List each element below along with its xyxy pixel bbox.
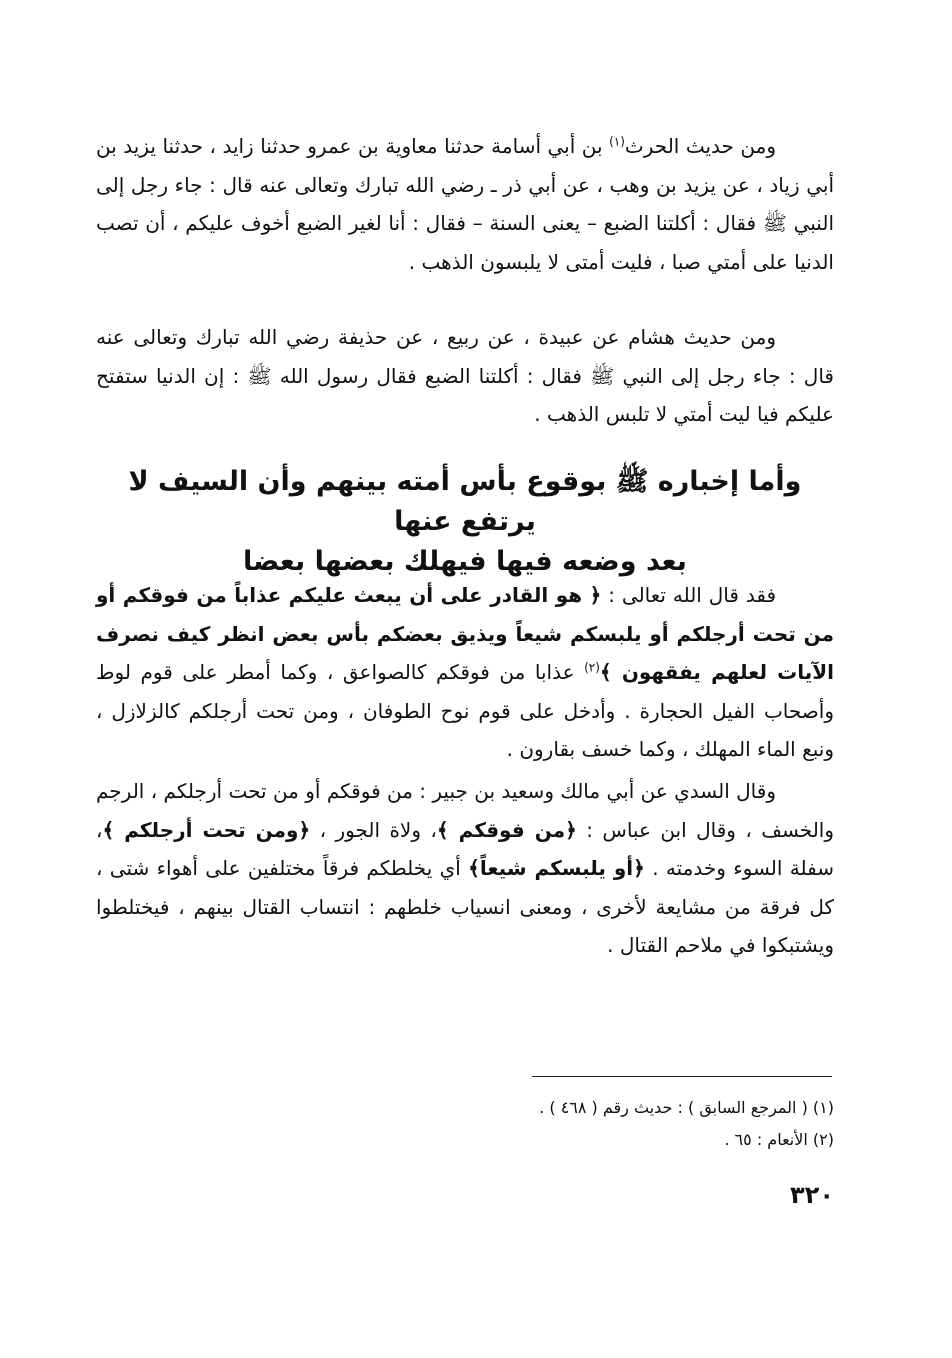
- paragraph-text: [96, 772, 834, 965]
- paragraph-hadith-harith: [96, 127, 834, 281]
- paragraph-lead: فقد قال الله تعالى :: [601, 583, 776, 607]
- footnotes: [96, 1092, 834, 1156]
- paragraph-text: ومن حديث هشام عن عبيدة ، عن ربيع ، عن حذيفة رضي الله تبارك وتعالى عنه قال : جاء رجل إلى النبي ﷺ فقال : أكلتنا الضبع فقال رسول الله ﷺ : إن الدنيا ستفتح عليكم فيا ليت أمتي لا تلبس الذهب .: [96, 325, 834, 427]
- paragraph-intro: ومن حديث الحرث: [624, 134, 776, 158]
- quote-factions: ﴿أو يلبسكم شيعاً﴾: [468, 856, 645, 881]
- paragraph-hadith-hisham: [96, 318, 834, 434]
- heading-line-2: بعد وضعه فيها فيهلك بعضها بعضا: [243, 546, 687, 577]
- page-number: ٣٢٠: [790, 1181, 834, 1209]
- footnote-ref-1[interactable]: (١): [609, 134, 625, 149]
- paragraph-text: [96, 576, 834, 769]
- footnote-ref-2[interactable]: (٢): [584, 660, 600, 675]
- footnote-divider: [532, 1076, 832, 1077]
- footnote-2: (٢) الأنعام : ٦٥ .: [724, 1130, 834, 1149]
- quote-from-above: ﴿من فوقكم ﴾: [436, 817, 577, 842]
- tafsir-part-2: ، ولاة الجور ،: [310, 817, 437, 842]
- quote-from-below: ﴿ومن تحت أرجلكم ﴾: [102, 817, 311, 842]
- footnote-1: (١) ( المرجع السابق ) : حديث رقم ( ٤٦٨ ) .: [539, 1098, 834, 1117]
- paragraph-quran-verse: [96, 576, 834, 769]
- paragraph-body: بن أبي أسامة حدثنا معاوية بن عمرو حدثنا زايد ، حدثنا يزيد بن أبي زياد ، عن يزيد بن وهب ، عن أبي ذر ـ رضي الله تبارك وتعالى عنه قال : جاء رجل إلى النبي ﷺ فقال : أكلتنا الضبع – يعنى السنة – فقال : أنا لغير الضبع أخوف عليكم ، أن تصب الدنيا على أمتي صبا ، فليت أمتى لا يلبسون الذهب .: [96, 134, 834, 274]
- heading-line-1: وأما إخباره ﷺ بوقوع بأس أمته بينهم وأن السيف لا يرتفع عنها: [128, 466, 802, 537]
- tafsir-part-1: وقال السدي عن أبي مالك وسعيد بن جبير : من فوقكم أو من تحت أرجلكم ، الرجم والخسف ، وقال ابن عباس :: [96, 779, 835, 842]
- paragraph-body: عذابا من فوقكم كالصواعق ، وكما أمطر على قوم لوط وأصحاب الفيل الحجارة . وأدخل على قوم نوح الطوفان ، ومن تحت أرجلكم كالزلازل ، ونبع الماء المهلك ، وكما خسف بقارون .: [96, 660, 834, 762]
- paragraph-text: [96, 127, 834, 281]
- paragraph-tafsir: [96, 772, 834, 965]
- tafsir-part-4: أي يخلطكم فرقاً مختلفين على أهواء شتى ، كل فرقة من مشايعة لأخرى ، ومعنى انسياب خلطهم : انتساب القتال بينهم ، فيختلطوا ويشتبكوا في ملاحم القتال .: [96, 856, 834, 958]
- quran-verse: ﴿ هو القادر على أن يبعث عليكم عذاباً من فوقكم أو من تحت أرجلكم أو يلبسكم شيعاً ويذيق بعضكم بأس بعض انظر كيف نصرف الآيات لعلهم يفقهون ﴾: [96, 583, 834, 685]
- tafsir-part-3: ، سفلة السوء وخدمته .: [96, 817, 834, 881]
- section-heading: [96, 462, 834, 582]
